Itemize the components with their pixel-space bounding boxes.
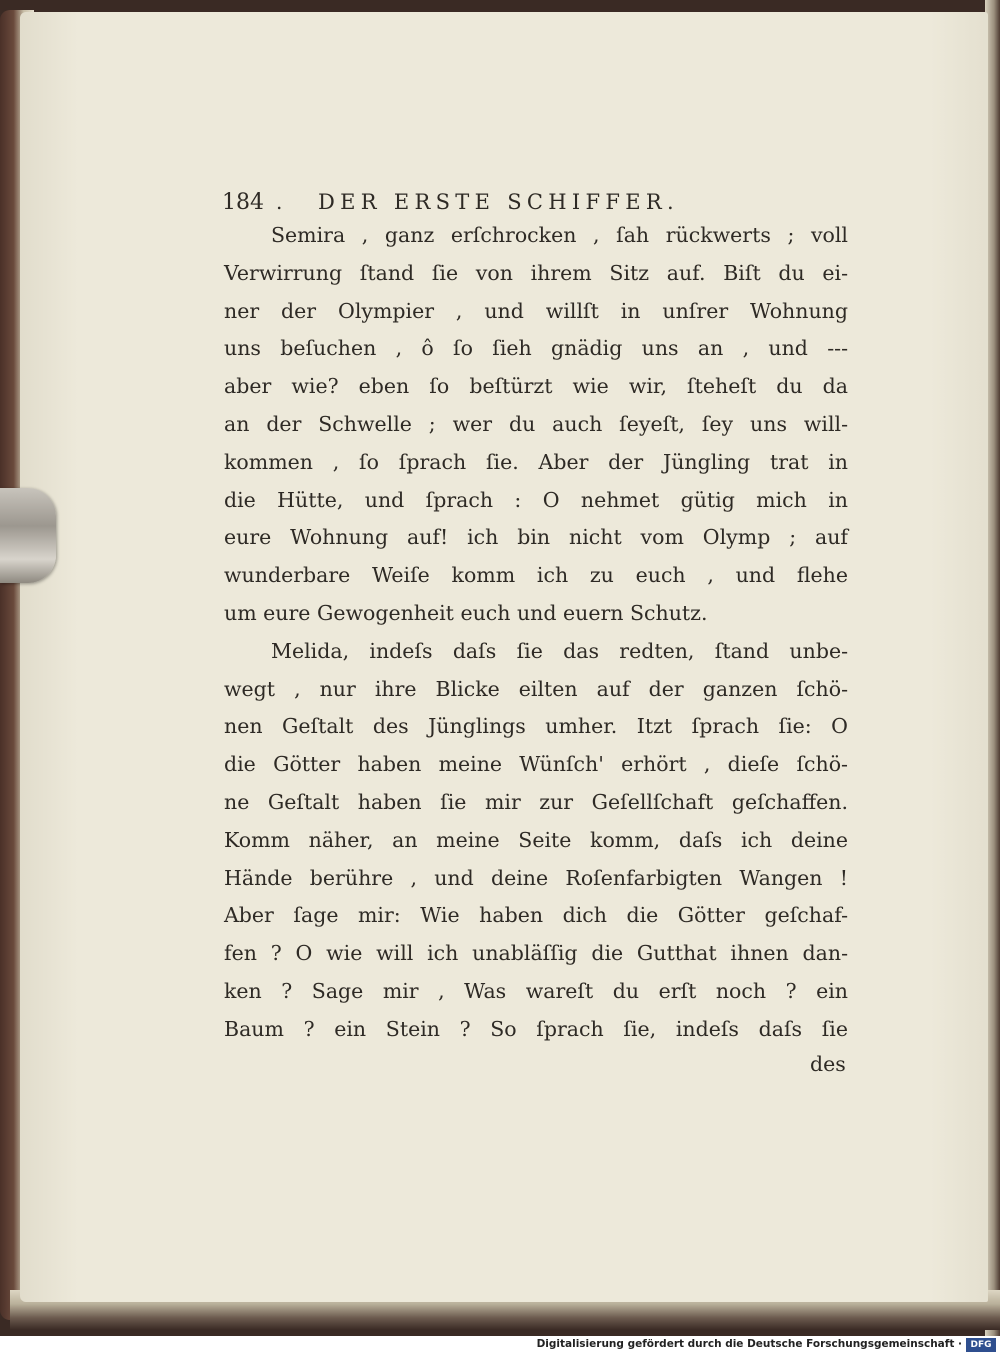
- text-line: die Hütte, und ſprach : O nehmet gütig mich in: [224, 487, 848, 512]
- funding-credit: Digitalisierung gefördert durch die Deutsche Forschungsgemeinschaft ·: [536, 1338, 962, 1350]
- text-line: aber wie? eben ſo beſtürzt wie wir, ſteheſt du da: [224, 374, 848, 399]
- text-line: Komm näher, an meine Seite komm, daſs ich deine: [224, 827, 848, 852]
- text-line: Semira , ganz erſchrocken , ſah rückwerts ; voll: [271, 223, 848, 247]
- page-clip: [0, 488, 56, 583]
- text-line: fen ? O wie will ich unabläſſig die Gutthat ihnen dan-: [224, 941, 848, 966]
- dfg-logo: DFG: [966, 1338, 996, 1352]
- running-title: DER ERSTE SCHIFFER.: [318, 190, 679, 214]
- text-line: Aber ſage mir: Wie haben dich die Götter geſchaf-: [224, 903, 848, 928]
- text-line: an der Schwelle ; wer du auch ſeyeſt, ſey uns will-: [224, 411, 848, 436]
- text-line: kommen , ſo ſprach ſie. Aber der Jüngling trat in: [224, 449, 848, 474]
- text-line: die Götter haben meine Wünſch' erhört , dieſe ſchö-: [224, 752, 848, 777]
- body-text: [224, 217, 848, 1049]
- text-line: nen Geſtalt des Jünglings umher. Itzt ſprach ſie: O: [224, 714, 848, 739]
- page-number-separator: .: [276, 190, 283, 214]
- text-line: ner der Olympier , und willſt in unſrer Wohnung: [224, 298, 848, 323]
- text-line: ne Geſtalt haben ſie mir zur Geſellſchaft geſchaffen.: [224, 789, 848, 814]
- text-line: eure Wohnung auf! ich bin nicht vom Olymp ; auf: [224, 525, 848, 550]
- digitization-footer: [0, 1336, 1000, 1355]
- catchword: des: [810, 1052, 846, 1076]
- text-line: wunderbare Weiſe komm ich zu euch , und flehe: [224, 563, 848, 588]
- text-line: uns beſuchen , ô ſo ſieh gnädig uns an , und ---: [224, 336, 848, 361]
- text-line: wegt , nur ihre Blicke eilten auf der ganzen ſchö-: [224, 676, 848, 701]
- text-line: Hände berühre , und deine Roſenfarbigten Wangen !: [224, 865, 848, 890]
- text-line: ken ? Sage mir , Was wareſt du erſt noch ? ein: [224, 978, 848, 1003]
- page-number: 184: [222, 190, 264, 215]
- text-line: Melida, indeſs daſs ſie das redten, ſtand unbe-: [271, 638, 848, 663]
- text-line: um eure Gewogenheit euch und euern Schutz.: [224, 600, 708, 625]
- text-line: Verwirrung ſtand ſie von ihrem Sitz auf. Biſt du ei-: [224, 260, 848, 285]
- text-line: Baum ? ein Stein ? So ſprach ſie, indeſs daſs ſie: [224, 1016, 848, 1041]
